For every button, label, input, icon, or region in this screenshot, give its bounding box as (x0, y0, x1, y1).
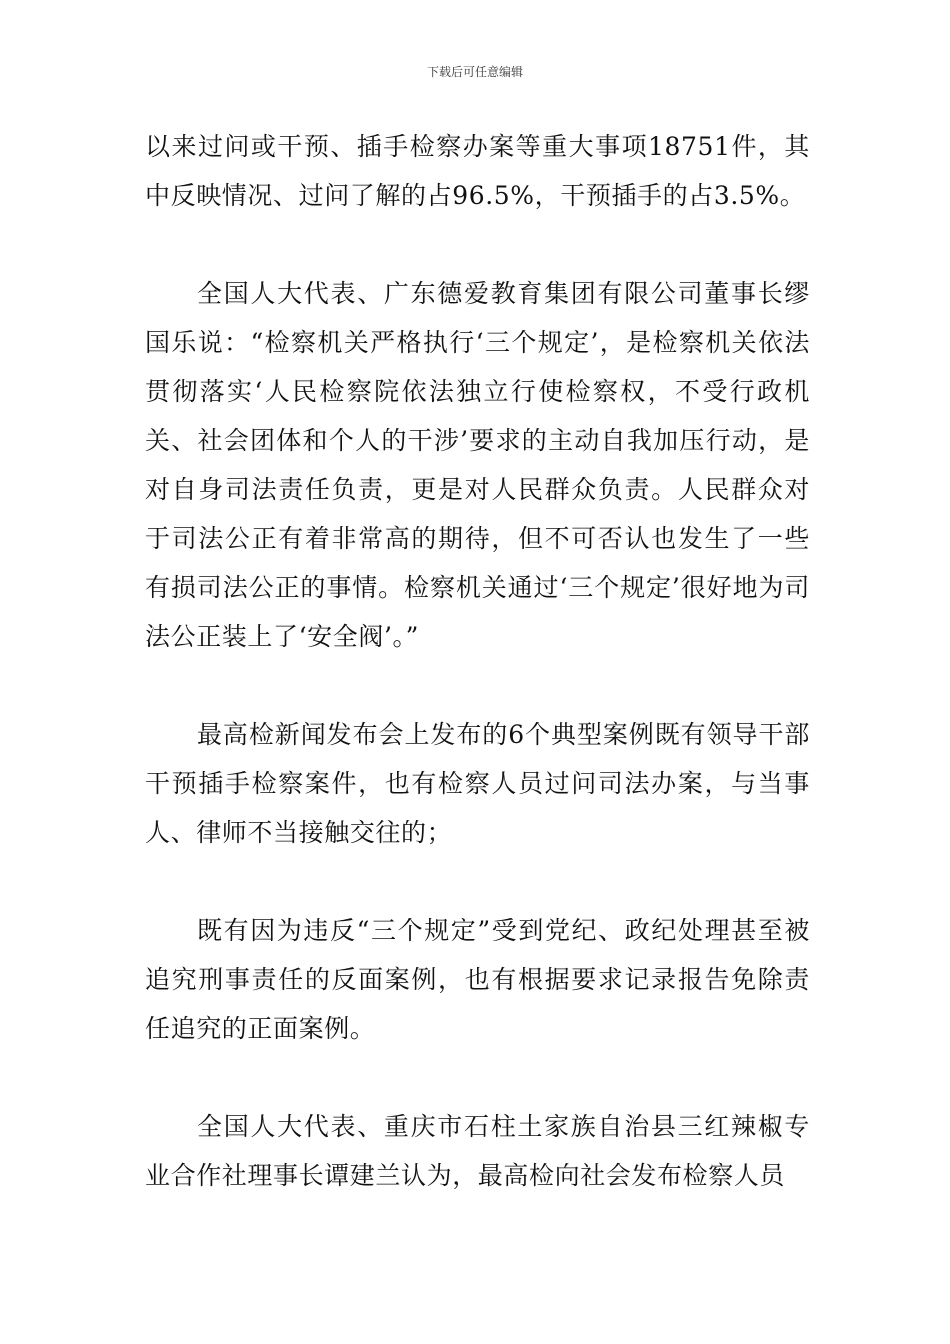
paragraph-4: 既有因为违反“三个规定”受到党纪、政纪处理甚至被追究刑事责任的反面案例，也有根据要求记录报告免除责任追究的正面案例。 (145, 916, 810, 1043)
document-body (145, 122, 810, 1249)
page-header: 下载后可任意编辑 (426, 65, 523, 79)
paragraph-2: 全国人大代表、广东德爱教育集团有限公司董事长缪国乐说：“检察机关严格执行‘三个规定’，是检察机关依法贯彻落实‘人民检察院依法独立行使检察权，不受行政机关、社会团体和个人的干涉’要求的主动自我加压行动，是对自身司法责任负责，更是对人民群众负责。人民群众对于司法公正有着非常高的期待，但不可否认也发生了一些有损司法公正的事情。检察机关通过‘三个规定’很好地为司法公正装上了‘安全阀’。” (145, 279, 810, 651)
paragraph-5: 全国人大代表、重庆市石柱土家族自治县三红辣椒专业合作社理事长谭建兰认为，最高检向社会发布检察人员 (145, 1112, 810, 1190)
paragraph-3: 最高检新闻发布会上发布的6个典型案例既有领导干部干预插手检察案件，也有检察人员过问司法办案，与当事人、律师不当接触交往的； (145, 720, 810, 847)
paragraph-1: 以来过问或干预、插手检察办案等重大事项18751件，其中反映情况、过问了解的占96.5%，干预插手的占3.5%。 (145, 132, 810, 210)
